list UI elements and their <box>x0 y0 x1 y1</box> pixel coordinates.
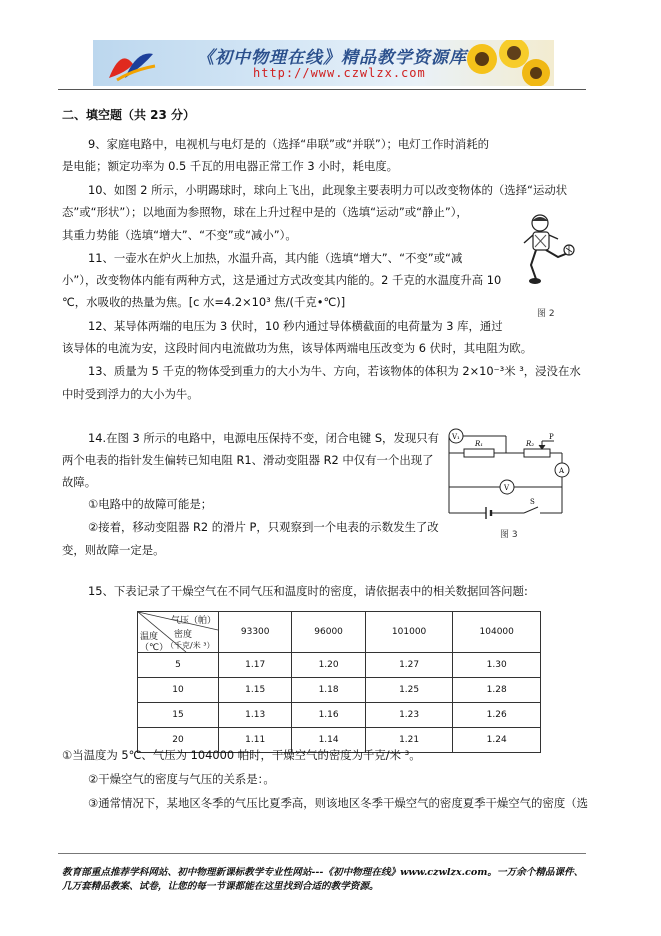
s-label: S <box>530 498 535 506</box>
sunflower-icon <box>519 56 553 86</box>
header-divider <box>58 89 586 90</box>
question-15-part-1: ①当温度为 5℃、气压为 104000 帕时，干燥空气的密度为千克/米 ³。 <box>62 748 421 762</box>
question-9-line-2: 是电能；额定功率为 0.5 千瓦的用电器正常工作 3 小时，耗电度。 <box>62 159 399 173</box>
table-header-row <box>138 612 541 653</box>
question-15-part-3: ③通常情况下，某地区冬季的气压比夏季高，则该地区冬季干燥空气的密度夏季干燥空气的密度（选 <box>88 796 589 810</box>
density-table <box>137 611 541 753</box>
p-label: P <box>549 433 554 441</box>
rheostat-r2-icon <box>524 449 550 457</box>
table-row <box>138 678 541 703</box>
question-14-line-3: 故障。 <box>62 475 97 489</box>
switch-s-icon <box>524 507 538 513</box>
table-row <box>138 653 541 678</box>
table-cell: 1.21 <box>365 728 453 753</box>
question-10-line-3: 其重力势能（选填“增大”、“不变”或“减小”）。 <box>62 228 297 242</box>
site-logo-icon <box>103 44 159 82</box>
table-cell: 1.28 <box>453 678 541 703</box>
table-cell: 1.30 <box>453 653 541 678</box>
table-cell: 1.13 <box>219 703 292 728</box>
corner-pressure-label: 气压（帕） <box>170 616 216 626</box>
footer-line-1: 教育部重点推荐学科网站、初中物理新课标教学专业性网站---《初中物理在线》www.czwlzx.com。一万余个精品课件、 <box>62 867 584 878</box>
corner-temp-unit: （℃） <box>140 643 169 653</box>
corner-temp-label: 温度 <box>140 632 159 642</box>
row-temp-cell: 20 <box>138 728 219 753</box>
column-header: 101000 <box>365 612 453 653</box>
table-cell: 1.14 <box>292 728 365 753</box>
question-15-part-2: ②干燥空气的密度与气压的关系是：。 <box>88 772 275 786</box>
figure-2-caption: 图 2 <box>537 309 555 319</box>
question-10-line-2: 态”或“形状”）；以地面为参照物，球在上升过程中是的（选填“运动”或“静止”）， <box>62 205 468 219</box>
sunflower-icon <box>465 42 499 76</box>
question-14-line-5: ②接着，移动变阻器 R2 的滑片 P，只观察到一个电表的示数发生了改 <box>88 520 439 534</box>
question-11-line-2: 小”），改变物体内能有两种方式，这是通过方式改变其内能的。2 千克的水温度升高 10 <box>62 273 502 287</box>
table-cell: 1.25 <box>365 678 453 703</box>
table-cell: 1.17 <box>219 653 292 678</box>
question-11-line-1: 11、一壶水在炉火上加热，水温升高，其内能（选填“增大”、“不变”或“减 <box>88 251 463 265</box>
resistor-r1-icon <box>464 449 494 457</box>
footer-divider <box>58 853 586 854</box>
column-header: 96000 <box>292 612 365 653</box>
site-title: 《初中物理在线》精品教学资源库 <box>197 48 467 68</box>
section-heading: 二、填空题（共 23 分） <box>62 108 196 122</box>
question-11-line-3: ℃，水吸收的热量为焦。[c 水=4.2×10³ 焦/(千克•℃)] <box>62 295 346 309</box>
question-10-line-1: 10、如图 2 所示，小明踢球时，球向上飞出，此现象主要表明力可以改变物体的（选择“运动状 <box>88 183 568 197</box>
table-row <box>138 703 541 728</box>
footer-line-2: 几万套精品教案、试卷，让您的每一节课都能在这里找到合适的教学资源。 <box>62 881 379 892</box>
question-12-line-2: 该导体的电流为安，这段时间内电流做功为焦，该导体两端电压改变为 6 伏时，其电阻为欧。 <box>62 341 533 355</box>
question-15-line-1: 15、下表记录了干燥空气在不同气压和温度时的密度，请依据表中的相关数据回答问题: <box>88 584 528 598</box>
table-cell: 1.27 <box>365 653 453 678</box>
figure-3-caption: 图 3 <box>500 530 518 540</box>
question-13-line-2: 中时受到浮力的大小为牛。 <box>62 387 199 401</box>
table-cell: 1.18 <box>292 678 365 703</box>
table-cell: 1.11 <box>219 728 292 753</box>
question-13-line-1: 13、质量为 5 千克的物体受到重力的大小为牛、方向，若该物体的体积为 2×10⁻³米 ³，浸没在水 <box>88 364 581 378</box>
question-12-line-1: 12、某导体两端的电压为 3 伏时，10 秒内通过导体横截面的电荷量为 3 库，通过 <box>88 319 503 333</box>
header-banner <box>93 40 554 86</box>
a-label: A <box>559 467 565 475</box>
r1-label: R₁ <box>475 440 484 448</box>
v-label: V <box>504 484 510 492</box>
question-14-line-2: 两个电表的指针发生偏转已知电阻 R1、滑动变阻器 R2 中仅有一个出现了 <box>62 453 434 467</box>
r2-label: R₂ <box>526 440 535 448</box>
row-temp-cell: 15 <box>138 703 219 728</box>
table-cell: 1.15 <box>219 678 292 703</box>
column-header: 104000 <box>453 612 541 653</box>
question-14-line-6: 变，则故障一定是。 <box>62 543 165 557</box>
question-14-line-1: 14.在图 3 所示的电路中，电源电压保持不变，闭合电键 S，发现只有 <box>88 431 440 445</box>
question-14-line-4: ①电路中的故障可能是； <box>88 497 213 511</box>
row-temp-cell: 5 <box>138 653 219 678</box>
row-temp-cell: 10 <box>138 678 219 703</box>
table-cell: 1.20 <box>292 653 365 678</box>
table-cell: 1.26 <box>453 703 541 728</box>
table-corner-cell <box>138 612 219 653</box>
corner-density-unit: （千克/米 ³） <box>166 641 215 650</box>
v1-label: V₁ <box>452 433 460 441</box>
figure-3-circuit-diagram <box>446 425 578 537</box>
corner-density-label: 密度 <box>174 630 193 640</box>
table-cell: 1.23 <box>365 703 453 728</box>
column-header: 93300 <box>219 612 292 653</box>
table-cell: 1.16 <box>292 703 365 728</box>
figure-2-boy-kicking-ball <box>522 213 582 303</box>
site-url[interactable]: http://www.czwlzx.com <box>253 66 426 80</box>
question-9-line-1: 9、家庭电路中，电视机与电灯是的（选择“串联”或“并联”）；电灯工作时消耗的 <box>88 137 490 151</box>
table-cell: 1.24 <box>453 728 541 753</box>
